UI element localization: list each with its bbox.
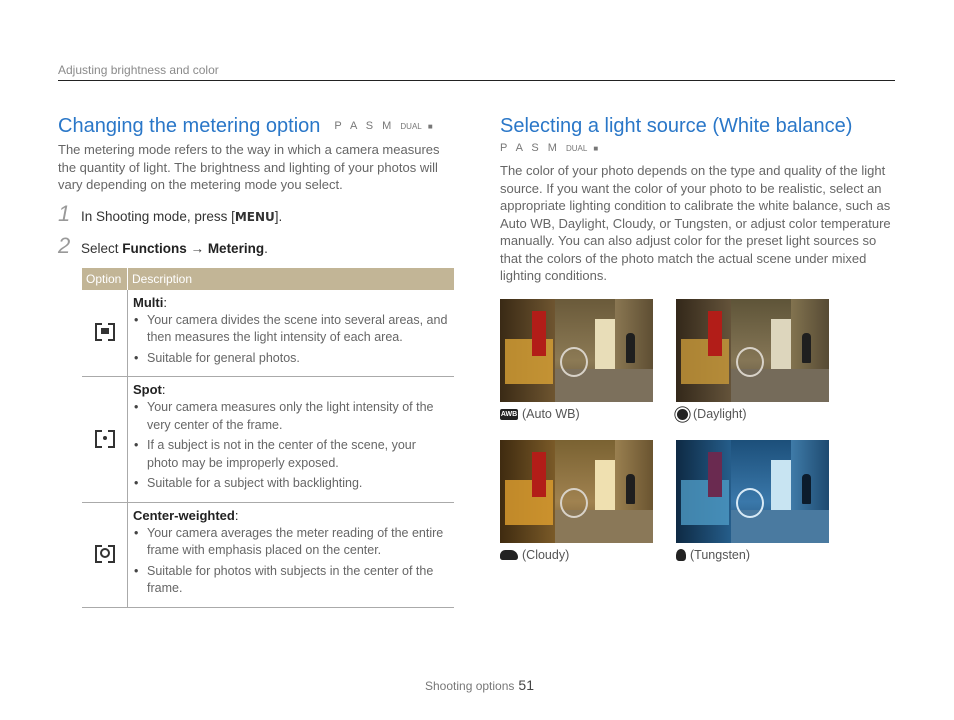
white-balance-intro: The color of your photo depends on the type and quality of the light source. If you want the color of your photo to be realistic, select an appropriate lighting condition to calibrate the white balance, such as Auto WB, Daylight, Cloudy, or Tungsten, or adjust color temperature manually. You can also adjust color for the preset light sources so that the colors of the photo match the actual scene under mixed lighting conditions. bbox=[500, 163, 891, 283]
step-1: 1 In Shooting mode, press [MENU]. bbox=[58, 200, 283, 226]
step-number: 2 bbox=[58, 232, 71, 258]
auto-wb-icon: AWB bbox=[500, 410, 518, 418]
list-item: • Suitable for photos with subjects in the center of the frame. bbox=[133, 563, 449, 598]
option-name: Multi bbox=[133, 294, 164, 310]
metering-section bbox=[58, 112, 454, 608]
white-balance-section bbox=[500, 112, 895, 569]
auto-wb-caption: AWB (Auto WB) bbox=[500, 406, 580, 421]
menu-key: MENU bbox=[234, 209, 275, 224]
list-item: • Your camera divides the scene into several areas, and then measures the light intensity of each area. bbox=[133, 312, 449, 347]
center-weighted-metering-icon bbox=[95, 545, 115, 561]
list-item: • If a subject is not in the center of the scene, your photo may be improperly exposed. bbox=[133, 437, 449, 472]
spot-metering-icon bbox=[95, 430, 115, 446]
tungsten-caption: (Tungsten) bbox=[676, 548, 750, 562]
functions-menu-label: Functions bbox=[122, 240, 187, 256]
white-balance-examples bbox=[500, 299, 895, 569]
table-row: Center-weighted: • Your camera averages the meter reading of the entire frame with emphasis placed on the center. • Suitable for photos with subjects in the center of the frame. bbox=[82, 502, 454, 607]
cloudy-photo bbox=[500, 440, 653, 543]
cloudy-icon bbox=[500, 550, 518, 560]
list-item: • Your camera measures only the light intensity of the very center of the frame. bbox=[133, 399, 449, 434]
metering-options-table bbox=[82, 268, 454, 608]
mode-indicators: P A S M DUAL ■ bbox=[500, 142, 599, 154]
description-column-header: Description bbox=[128, 268, 455, 290]
page-footer bbox=[425, 677, 534, 693]
dual-is-icon: DUAL bbox=[566, 144, 588, 153]
header-rule bbox=[58, 80, 895, 81]
table-row: Spot: • Your camera measures only the light intensity of the very center of the frame. • If a subject is not in the center of the scene, your photo may be improperly exposed. • Suitable for a subject with backlighting. bbox=[82, 377, 454, 503]
movie-icon: ■ bbox=[593, 144, 599, 153]
mode-indicators: P A S M DUAL ■ bbox=[334, 120, 433, 133]
footer-label: Shooting options bbox=[425, 679, 515, 693]
running-header: Adjusting brightness and color bbox=[58, 63, 219, 77]
metering-menu-label: Metering bbox=[207, 240, 265, 256]
option-name: Center-weighted bbox=[133, 507, 235, 523]
cloudy-caption: (Cloudy) bbox=[500, 548, 569, 562]
page-number: 51 bbox=[518, 677, 534, 693]
step-2: 2 Select Functions → Metering. bbox=[58, 232, 268, 258]
movie-icon: ■ bbox=[427, 122, 433, 132]
table-row: Multi: • Your camera divides the scene into several areas, and then measures the light intensity of each area. • Suitable for general photos. bbox=[82, 290, 454, 377]
multi-metering-icon bbox=[95, 323, 115, 339]
tungsten-photo bbox=[676, 440, 829, 543]
option-column-header: Option bbox=[82, 268, 128, 290]
tungsten-icon bbox=[676, 549, 686, 561]
daylight-photo bbox=[676, 299, 829, 402]
white-balance-title: Selecting a light source (White balance) bbox=[500, 115, 853, 137]
metering-title: Changing the metering option P A S M DUAL ■ bbox=[58, 112, 454, 141]
auto-wb-photo bbox=[500, 299, 653, 402]
daylight-caption: (Daylight) bbox=[676, 407, 747, 421]
metering-intro: The metering mode refers to the way in which a camera measures the quantity of light. The brightness and lighting of your photos will vary depending on the metering mode you select. bbox=[58, 142, 440, 193]
list-item: • Suitable for a subject with backlighting. bbox=[133, 475, 449, 493]
step-number: 1 bbox=[58, 200, 71, 226]
list-item: • Your camera averages the meter reading of the entire frame with emphasis placed on the center. bbox=[133, 525, 449, 560]
option-name: Spot bbox=[133, 382, 162, 398]
dual-is-icon: DUAL bbox=[400, 122, 422, 132]
list-item: • Suitable for general photos. bbox=[133, 350, 449, 368]
daylight-icon bbox=[677, 409, 688, 420]
